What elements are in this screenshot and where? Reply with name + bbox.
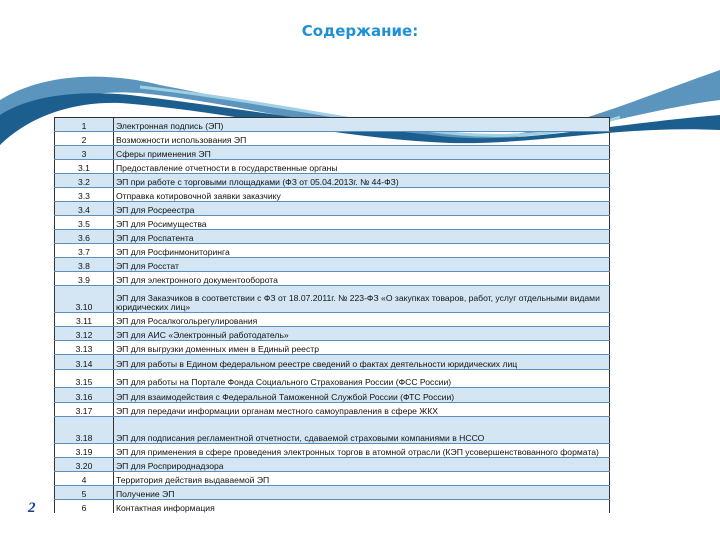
toc-title: Отправка котировочной заявки заказчику [114, 188, 610, 202]
toc-title: ЭП для электронного документооборота [114, 272, 610, 286]
toc-number: 3.12 [55, 327, 114, 341]
toc-title: Территория действия выдаваемой ЭП [114, 472, 610, 486]
toc-row[interactable] [55, 472, 610, 486]
toc-row[interactable] [55, 486, 610, 500]
toc-row[interactable] [55, 230, 610, 244]
toc-title: Возможности использования ЭП [114, 132, 610, 146]
toc-number: 3.13 [55, 341, 114, 355]
toc-title: ЭП для применения в сфере проведения электронных торгов в атомной отрасли (КЭП усовершенствованного формата) [114, 444, 610, 458]
toc-number: 3.7 [55, 244, 114, 258]
toc-row[interactable] [55, 174, 610, 188]
toc-number: 4 [55, 472, 114, 486]
toc-row[interactable] [55, 160, 610, 174]
toc-row[interactable] [55, 355, 610, 370]
toc-title: ЭП для Росалкогольрегулирования [114, 313, 610, 327]
toc-number: 5 [55, 486, 114, 500]
toc-number: 3.20 [55, 458, 114, 472]
toc-row[interactable] [55, 132, 610, 146]
toc-title: Сферы применения ЭП [114, 146, 610, 160]
toc-row[interactable] [55, 417, 610, 444]
toc-number: 1 [55, 118, 114, 132]
toc-row[interactable] [55, 272, 610, 286]
toc-row[interactable] [55, 202, 610, 216]
toc-number: 3.15 [55, 370, 114, 388]
toc-row[interactable] [55, 244, 610, 258]
toc-title: ЭП для Заказчиков в соответствии с ФЗ от 18.07.2011г. № 223-ФЗ «О закупках товаров, работ, услуг отдельными видами юридических лиц» [114, 286, 610, 313]
toc-number: 3.8 [55, 258, 114, 272]
table-of-contents [54, 117, 610, 513]
toc-number: 3.10 [55, 286, 114, 313]
toc-title: ЭП для передачи информации органам местного самоуправления в сфере ЖКХ [114, 403, 610, 417]
toc-row[interactable] [55, 500, 610, 514]
toc-row[interactable] [55, 313, 610, 327]
toc-number: 3.9 [55, 272, 114, 286]
toc-title: ЭП для Росприроднадзора [114, 458, 610, 472]
toc-row[interactable] [55, 341, 610, 355]
toc-row[interactable] [55, 258, 610, 272]
toc-title: ЭП для Росстат [114, 258, 610, 272]
toc-row[interactable] [55, 188, 610, 202]
toc-row[interactable] [55, 444, 610, 458]
toc-title: ЭП для выгрузки доменных имен в Единый реестр [114, 341, 610, 355]
toc-title: ЭП для работы на Портале Фонда Социального Страхования России (ФСС России) [114, 370, 610, 388]
toc-title: ЭП для Росимущества [114, 216, 610, 230]
toc-number: 6 [55, 500, 114, 514]
toc-title: Получение ЭП [114, 486, 610, 500]
toc-title: Контактная информация [116, 503, 215, 513]
toc-row[interactable] [55, 146, 610, 160]
toc-title: Электронная подпись (ЭП) [114, 118, 610, 132]
toc-row[interactable] [55, 216, 610, 230]
toc-number: 3.11 [55, 313, 114, 327]
toc-title: ЭП для подписания регламентной отчетности, сдаваемой страховыми компаниями в НССО [114, 417, 610, 444]
toc-title: ЭП для Роспатента [114, 230, 610, 244]
toc-row[interactable] [55, 327, 610, 341]
toc-title: ЭП для Росфинмониторинга [114, 244, 610, 258]
toc-row[interactable] [55, 403, 610, 417]
toc-row[interactable] [55, 286, 610, 313]
toc-number: 3.6 [55, 230, 114, 244]
toc-number: 3 [55, 146, 114, 160]
toc-row[interactable] [55, 458, 610, 472]
toc-title: Предоставление отчетности в государственные органы [114, 160, 610, 174]
toc-title: ЭП для взаимодействия с Федеральной Таможенной Службой России (ФТС России) [114, 388, 610, 403]
toc-number: 3.1 [55, 160, 114, 174]
toc-number: 3.18 [55, 417, 114, 444]
toc-number: 3.17 [55, 403, 114, 417]
toc-title: ЭП для работы в Едином федеральном реестре сведений о фактах деятельности юридических лиц [114, 355, 610, 370]
toc-number: 3.3 [55, 188, 114, 202]
page-number: 2 [28, 500, 36, 516]
toc-title: ЭП для АИС «Электронный работодатель» [114, 327, 610, 341]
page-title: Содержание: [301, 22, 419, 40]
toc-row[interactable] [55, 388, 610, 403]
toc-number: 3.19 [55, 444, 114, 458]
toc-number: 2 [55, 132, 114, 146]
toc-number: 3.4 [55, 202, 114, 216]
toc-title: ЭП при работе с торговыми площадками (ФЗ от 05.04.2013г. № 44-ФЗ) [114, 174, 610, 188]
toc-row[interactable] [55, 370, 610, 388]
toc-title: ЭП для Росреестра [114, 202, 610, 216]
toc-number: 3.14 [55, 355, 114, 370]
toc-number: 3.5 [55, 216, 114, 230]
toc-number: 3.16 [55, 388, 114, 403]
toc-number: 3.2 [55, 174, 114, 188]
toc-row[interactable] [55, 118, 610, 132]
